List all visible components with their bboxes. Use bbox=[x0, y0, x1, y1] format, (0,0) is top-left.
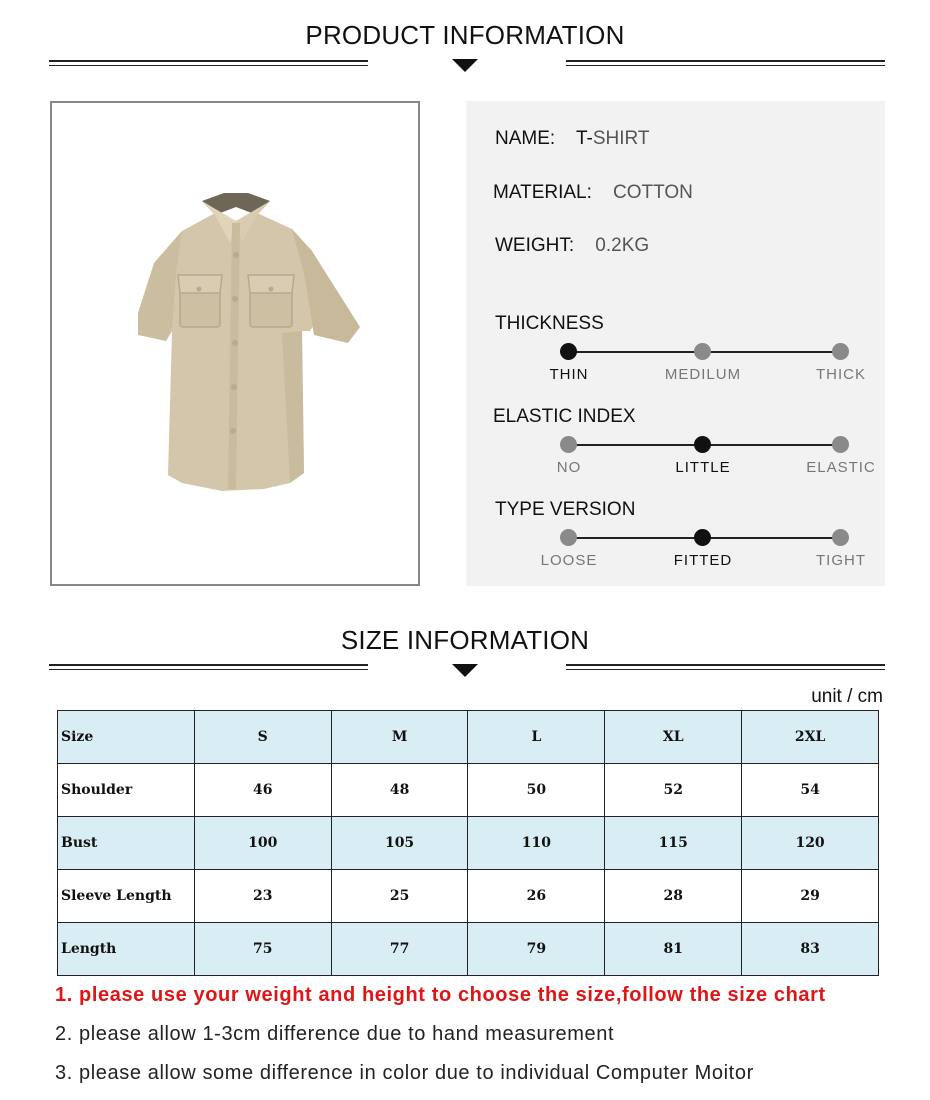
thickness-label-medilum: MEDILUM bbox=[664, 366, 742, 383]
table-cell: 75 bbox=[194, 923, 331, 976]
name-prefix: T- bbox=[575, 128, 593, 149]
material-value: COTTON bbox=[613, 182, 693, 203]
table-cell: 2XL bbox=[742, 711, 879, 764]
table-row bbox=[58, 870, 879, 923]
shirt-image bbox=[52, 103, 418, 584]
table-row bbox=[58, 764, 879, 817]
note-2: 2. please allow 1-3cm difference due to hand measurement bbox=[55, 1023, 615, 1045]
elastic-label-little: LITTLE bbox=[675, 459, 731, 476]
table-cell: 54 bbox=[742, 764, 879, 817]
table-cell: 29 bbox=[742, 870, 879, 923]
product-information-title: PRODUCT INFORMATION bbox=[305, 20, 625, 50]
thickness-dot-thick bbox=[832, 343, 849, 360]
table-cell: 28 bbox=[605, 870, 742, 923]
table-cell: 25 bbox=[331, 870, 468, 923]
thickness-title: THICKNESS bbox=[495, 313, 604, 334]
type-label-loose: LOOSE bbox=[540, 552, 598, 569]
weight-value: 0.2KG bbox=[595, 235, 650, 256]
table-cell: 79 bbox=[468, 923, 605, 976]
table-cell: 52 bbox=[605, 764, 742, 817]
table-cell: 77 bbox=[331, 923, 468, 976]
elastic-label-elastic: ELASTIC bbox=[806, 459, 876, 476]
thickness-label-thin: THIN bbox=[549, 366, 589, 383]
table-cell: 26 bbox=[468, 870, 605, 923]
table-cell: M bbox=[331, 711, 468, 764]
table-cell: 100 bbox=[194, 817, 331, 870]
note-1: 1. please use your weight and height to choose the size,follow the size chart bbox=[55, 984, 826, 1006]
thickness-dot-medilum bbox=[694, 343, 711, 360]
elastic-index-title: ELASTIC INDEX bbox=[493, 406, 636, 427]
weight-label: WEIGHT: bbox=[495, 235, 575, 256]
table-row bbox=[58, 817, 879, 870]
table-cell: XL bbox=[605, 711, 742, 764]
product-info-panel bbox=[466, 101, 885, 586]
table-cell: Size bbox=[58, 711, 195, 764]
table-cell: 23 bbox=[194, 870, 331, 923]
weight-row bbox=[495, 235, 649, 257]
type-version-title: TYPE VERSION bbox=[495, 499, 636, 520]
type-dot-tight bbox=[832, 529, 849, 546]
table-cell: 50 bbox=[468, 764, 605, 817]
type-dot-loose bbox=[560, 529, 577, 546]
name-label: NAME: bbox=[495, 128, 556, 149]
table-cell: Shoulder bbox=[58, 764, 195, 817]
elastic-label-no: NO bbox=[556, 459, 582, 476]
table-cell: 110 bbox=[468, 817, 605, 870]
elastic-dot-elastic bbox=[832, 436, 849, 453]
type-label-fitted: FITTED bbox=[673, 552, 733, 569]
table-cell: 120 bbox=[742, 817, 879, 870]
elastic-dot-no bbox=[560, 436, 577, 453]
thickness-dot-thin bbox=[560, 343, 577, 360]
down-triangle-icon bbox=[452, 664, 478, 677]
table-cell: 48 bbox=[331, 764, 468, 817]
material-row bbox=[493, 182, 693, 204]
name-value: SHIRT bbox=[592, 128, 650, 149]
size-table bbox=[57, 710, 879, 976]
size-information-title: SIZE INFORMATION bbox=[340, 625, 590, 655]
note-3: 3. please allow some difference in color due to individual Computer Moitor bbox=[55, 1062, 754, 1084]
product-photo-frame bbox=[50, 101, 420, 586]
material-label: MATERIAL: bbox=[493, 182, 592, 203]
table-cell: 83 bbox=[742, 923, 879, 976]
thickness-label-thick: THICK bbox=[816, 366, 866, 383]
down-triangle-icon bbox=[452, 59, 478, 72]
unit-label: unit / cm bbox=[811, 686, 883, 707]
table-cell: 105 bbox=[331, 817, 468, 870]
name-row bbox=[495, 128, 650, 150]
table-cell: L bbox=[468, 711, 605, 764]
table-cell: Sleeve Length bbox=[58, 870, 195, 923]
table-cell: S bbox=[194, 711, 331, 764]
type-label-tight: TIGHT bbox=[816, 552, 866, 569]
table-cell: Bust bbox=[58, 817, 195, 870]
table-cell: 81 bbox=[605, 923, 742, 976]
table-cell: 115 bbox=[605, 817, 742, 870]
elastic-dot-little bbox=[694, 436, 711, 453]
table-cell: Length bbox=[58, 923, 195, 976]
table-row bbox=[58, 923, 879, 976]
table-cell: 46 bbox=[194, 764, 331, 817]
type-dot-fitted bbox=[694, 529, 711, 546]
table-header-row bbox=[58, 711, 879, 764]
